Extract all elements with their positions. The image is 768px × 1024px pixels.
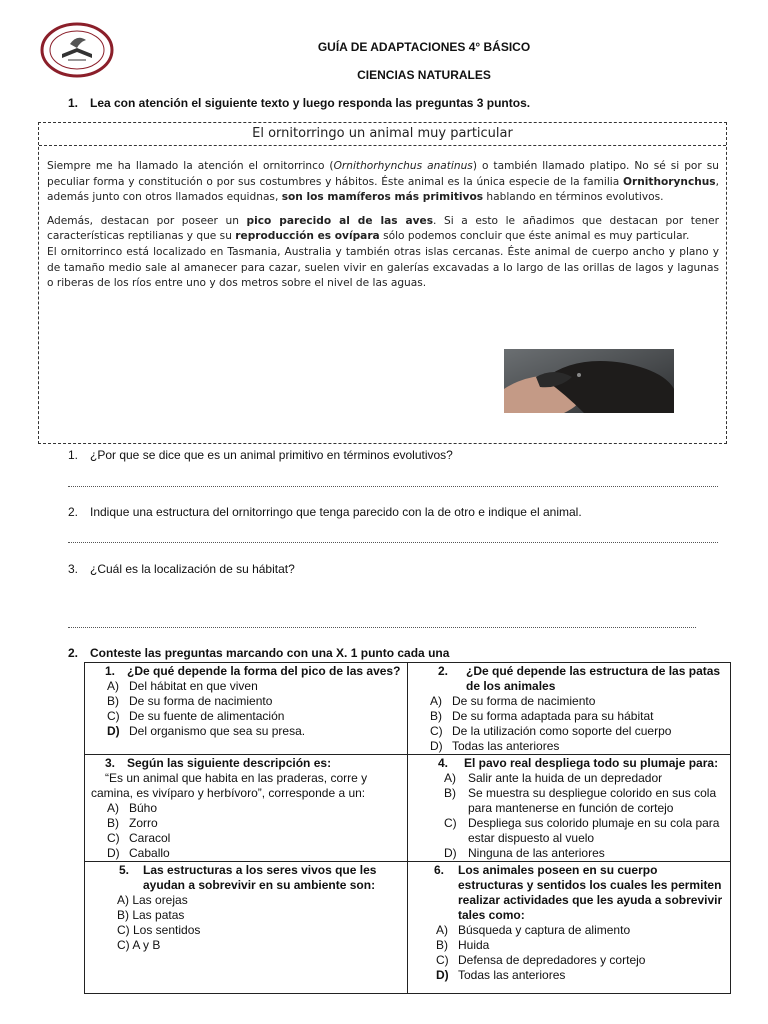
answer-line-3[interactable]	[68, 627, 696, 629]
platypus-photo	[504, 349, 674, 413]
mc-1-option-b[interactable]: B) De su forma de nacimiento	[107, 694, 273, 708]
section-1-instruction	[68, 96, 530, 110]
multiple-choice-table	[84, 662, 731, 994]
mc-question-3: 3. Según las siguiente descripción es: “Es un animal que habita en las praderas, corre y camina, es vivíparo y herbívoro”, corresponde a un: A) Búho B) Zorro C) Caracol D) Caballo	[85, 755, 408, 862]
mc-3-description: “Es un animal que habita en las praderas, corre y camina, es vivíparo y herbívoro”, corresponde a un:	[91, 771, 368, 800]
mc-1-option-d[interactable]: D) Del organismo que sea su presa.	[107, 724, 306, 738]
mc-question-2: 2. ¿De qué depende las estructura de las patas de los animales A) De su forma de nacimiento B) De su forma adaptada para su hábitat C) De la utilización como soporte del cuerpo D) Todas las anteriores	[408, 663, 731, 755]
mc-5-option-a[interactable]: A) Las orejas	[117, 893, 188, 907]
section-2-number: 2.	[68, 646, 79, 660]
mc-question-6: 6. Los animales poseen en su cuerpo estructuras y sentidos los cuales les permiten realizar actividades que les ayuda a sobrevivir tales como: A) Búsqueda y captura de alimento B) Huida C) Defensa de depredadores y cortejo D) Todas las anteriores	[408, 862, 731, 994]
page-title: GUÍA DE ADAPTACIONES 4° BÁSICO	[317, 40, 531, 54]
mc-3-option-d[interactable]: D) Caballo	[107, 846, 170, 860]
page-subtitle: CIENCIAS NATURALES	[357, 68, 491, 82]
mc-question-5: 5. Las estructuras a los seres vivos que les ayudan a sobrevivir en su ambiente son: A) Las orejas B) Las patas C) Los sentidos C) A y B	[85, 862, 408, 994]
mc-question-1: 1. ¿De qué depende la forma del pico de las aves? A) Del hábitat en que viven B) De su forma de nacimiento C) De su fuente de alimentación D) Del organismo que sea su presa.	[85, 663, 408, 755]
mc-5-option-c[interactable]: C) Los sentidos	[117, 923, 201, 937]
mc-1-option-a[interactable]: A) Del hábitat en que viven	[107, 679, 258, 693]
mc-4-option-b[interactable]: B) Se muestra su despliegue colorido en sus cola para mantenerse en función de cortejo	[444, 786, 717, 815]
mc-1-option-c[interactable]: C) De su fuente de alimentación	[107, 709, 285, 723]
mc-6-option-b[interactable]: B) Huida	[436, 938, 490, 952]
mc-2-option-c[interactable]: C) De la utilización como soporte del cuerpo	[430, 724, 672, 738]
reading-paragraph-1: Siempre me ha llamado la atención el ornitorrinco (Ornithorhynchus anatinus) o también llamado platipo. No sé si por su peculiar forma y constitución o por sus costumbres y hábitos. Éste animal es la única especie de la familia Ornithorynchus, además junto con otros llamados equidnas, son los mamíferos más primitivos hablando en términos evolutivos.	[47, 160, 719, 204]
mc-3-option-c[interactable]: C) Caracol	[107, 831, 171, 845]
open-question-2: 2. Indique una estructura del ornitorringo que tenga parecido con la de otro e indique el animal.	[68, 505, 582, 519]
section-1-number: 1.	[68, 96, 79, 110]
open-question-3: 3. ¿Cuál es la localización de su hábitat?	[68, 562, 295, 576]
mc-3-option-b[interactable]: B) Zorro	[107, 816, 158, 830]
answer-line-1[interactable]	[68, 486, 718, 488]
section-1-text: Lea con atención el siguiente texto y luego responda las preguntas 3 puntos.	[90, 96, 531, 110]
section-2-text: Conteste las preguntas marcando con una X. 1 punto cada una	[90, 646, 450, 660]
reading-box	[38, 122, 727, 444]
mc-2-option-a[interactable]: A) De su forma de nacimiento	[430, 694, 596, 708]
mc-4-option-d[interactable]: D) Ninguna de las anteriores	[444, 846, 605, 860]
answer-line-2[interactable]	[68, 542, 718, 544]
mc-3-option-a[interactable]: A) Búho	[107, 801, 158, 815]
reading-paragraph-2: Además, destacan por poseer un pico parecido al de las aves. Si a esto le añadimos que destacan por tener características reptilianas y que su reproducción es ovípara sólo podemos concluir que éste animal es muy particular.	[47, 214, 719, 243]
reading-text	[47, 159, 719, 300]
section-2-instruction	[68, 646, 449, 660]
reading-paragraph-3: El ornitorrinco está localizado en Tasmania, Australia y también otras islas cercanas. Éste animal de cuerpo ancho y plano y de tamaño medio sale al amanecer para cazar, suelen vivir en galerías excavadas a lo largo de las orillas de lagos y lagunas o riberas de los ríos entre uno y dos metros sobre el nivel de las aguas.	[47, 245, 719, 290]
reading-heading: El ornitorringo un animal muy particular	[39, 123, 726, 146]
mc-question-4: 4. El pavo real despliega todo su plumaje para: A) Salir ante la huida de un depredador B) Se muestra su despliegue colorido en sus cola para mantenerse en función de cortejo C) Despliega sus colorido plumaje en su cola para estar dispuesto al vuelo D) Ninguna de las anteriores	[408, 755, 731, 862]
mc-6-option-d[interactable]: D) Todas las anteriores	[436, 968, 566, 982]
mc-4-option-a[interactable]: A) Salir ante la huida de un depredador	[444, 771, 663, 785]
mc-2-option-b[interactable]: B) De su forma adaptada para su hábitat	[430, 709, 654, 723]
mc-6-option-a[interactable]: A) Búsqueda y captura de alimento	[436, 923, 631, 937]
mc-4-option-c[interactable]: C) Despliega sus colorido plumaje en su cola para estar dispuesto al vuelo	[444, 816, 720, 845]
mc-5-option-d[interactable]: C) A y B	[117, 938, 161, 952]
mc-2-option-d[interactable]: D) Todas las anteriores	[430, 739, 560, 753]
mc-6-option-c[interactable]: C) Defensa de depredadores y cortejo	[436, 953, 646, 967]
mc-5-option-b[interactable]: B) Las patas	[117, 908, 185, 922]
open-question-1: 1. ¿Por que se dice que es un animal primitivo en términos evolutivos?	[68, 448, 453, 462]
